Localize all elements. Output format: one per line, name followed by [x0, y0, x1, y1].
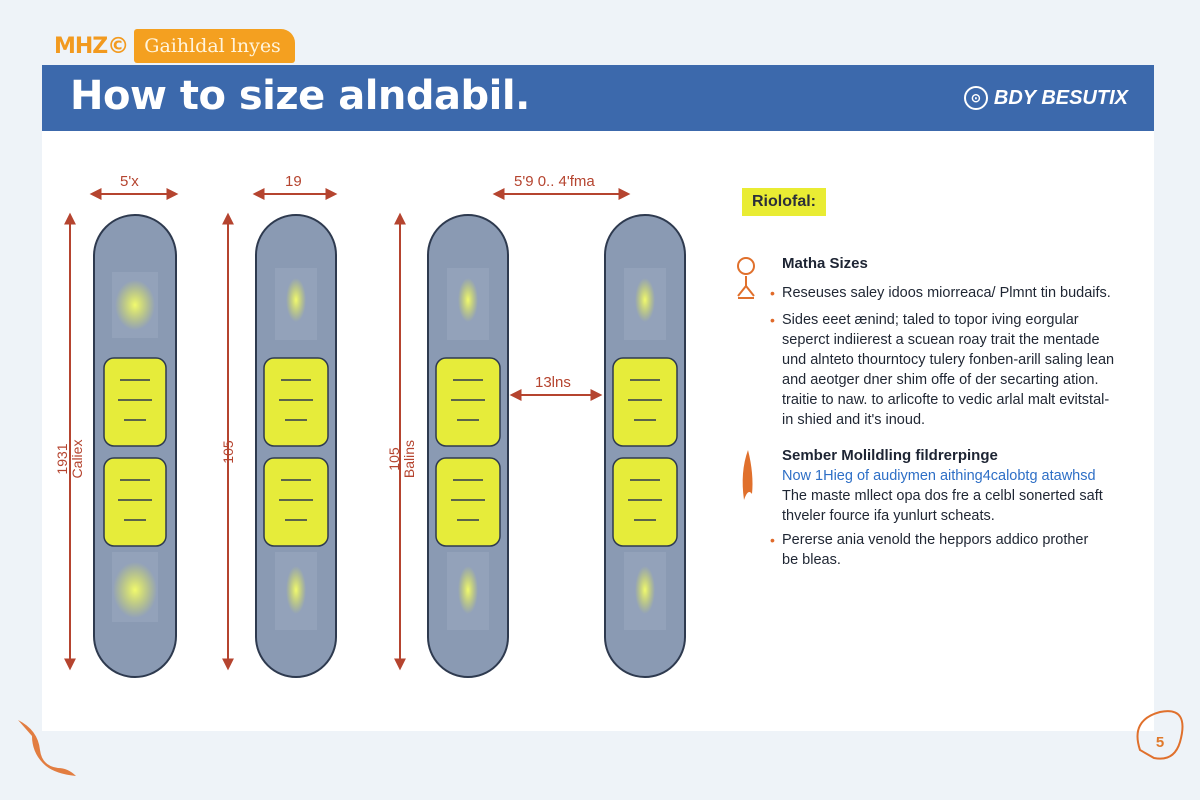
width-label-3: 5'9 0.. 4'fma: [514, 173, 595, 190]
section1-bullet2-line4: and aeotger dner shim offe of der secarting ation.: [782, 372, 1099, 388]
section2-line2: thveler fource ifa yunlurt scheats.: [782, 508, 995, 524]
bullet-dot: •: [770, 285, 775, 301]
section2-bullet-line2: be bleas.: [782, 552, 841, 568]
section2-title: Sember Molildling fildrerpinge: [782, 447, 998, 464]
page-title: How to size alndabil.: [70, 73, 530, 119]
height-label-1: 1931 Caliex: [54, 439, 85, 479]
bullet-dot: •: [770, 532, 775, 548]
header-bar: [42, 65, 1154, 131]
width-label-2: 19: [285, 173, 302, 190]
height-label-3: 105 Balins: [386, 439, 417, 479]
section1-title: Matha Sizes: [782, 255, 868, 272]
brand-name: BDY BESUTIX: [993, 86, 1128, 109]
content-panel: [42, 131, 1154, 731]
section1-bullet1: Reseuses saley idoos miorreaca/ Plmnt tin budaifs.: [782, 285, 1111, 301]
circle-logo-icon: ⊙: [964, 86, 988, 110]
section1-bullet2-line3: und alnteto thourntocy tulery fonben-arill saling lean: [782, 352, 1115, 368]
page-number: 5: [1155, 733, 1165, 751]
section1-bullet2-line1: Sides eeet ænind; taled to topor iving eorgular: [782, 312, 1079, 328]
section1-bullet2-line5: traitie to naw. to arlicofte to vedic arlal malt evitstal-: [782, 392, 1110, 408]
section-tag: [54, 27, 295, 65]
brand-logo: [964, 86, 1128, 110]
section1-bullet2-line2: seperct indiierest a scuean roay trait the mentade: [782, 332, 1100, 348]
section2-subtitle: Now 1Hieg of audiymen aithing4calobtg atawhsd: [782, 468, 1096, 484]
section2-bullet-line1: Pererse ania venold the heppors addico prother: [782, 532, 1089, 548]
bullet-dot: •: [770, 312, 775, 328]
height-label-2: 105: [220, 440, 236, 464]
tag-mark: MHZ©: [54, 33, 129, 59]
gap-label: 13lns: [535, 374, 571, 391]
section2-line1: The maste mllect opa dos fre a celbl sonerted saft: [782, 488, 1103, 504]
tag-label: Gaihldal lnyes: [134, 29, 295, 63]
width-label-1: 5'x: [120, 173, 139, 190]
section1-bullet2-line6: in shied and it's inoud.: [782, 412, 926, 428]
recommend-highlight: Riolofal:: [742, 188, 826, 216]
